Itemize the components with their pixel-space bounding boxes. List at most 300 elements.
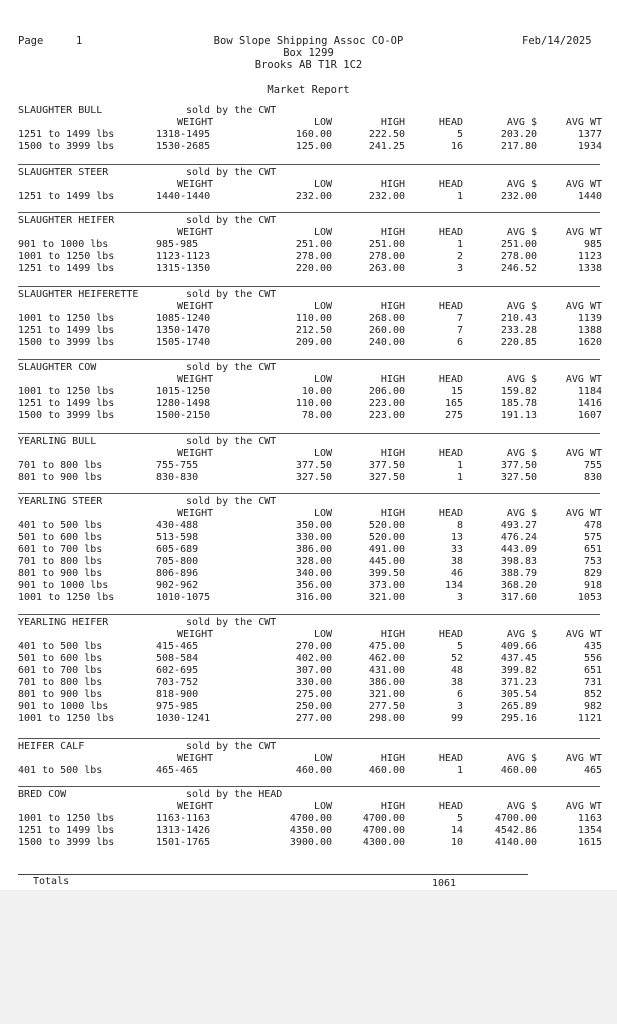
row-weight-range: 1500 to 3999 lbs [18,410,115,421]
row-head: 1 [456,472,463,483]
row-weight-span: 430-488 [156,520,199,531]
row-low: 250.00 [295,701,332,712]
row-weight-span: 1318-1495 [156,129,211,140]
row-avg-price: 4140.00 [494,837,537,848]
row-high: 260.00 [368,325,405,336]
row-weight-span: 975-985 [156,701,199,712]
row-low: 4700.00 [289,813,332,824]
row-weight-range: 1251 to 1499 lbs [18,191,115,202]
row-avg-price: 185.78 [500,398,537,409]
report-date: Feb/14/2025 [522,35,592,47]
row-avg-price: 246.52 [500,263,537,274]
row-head: 52 [450,653,463,664]
row-high: 475.00 [368,641,405,652]
row-high: 241.25 [368,141,405,152]
section-title: BRED COW [18,789,67,800]
col-head-header: HEAD [438,629,463,640]
section-sold-by: sold by the CWT [186,167,277,178]
row-head: 5 [456,129,463,140]
row-avg-price: 460.00 [500,765,537,776]
row-head: 99 [450,713,463,724]
col-head-header: HEAD [438,448,463,459]
row-head: 1 [456,765,463,776]
col-avg-price-header: AVG $ [506,301,537,312]
row-head: 6 [456,337,463,348]
row-weight-span: 985-985 [156,239,199,250]
row-high: 4300.00 [362,837,405,848]
col-high-header: HIGH [380,801,405,812]
row-weight-range: 901 to 1000 lbs [18,580,109,591]
row-avg-weight: 1354 [577,825,602,836]
col-avg-weight-header: AVG WT [565,179,602,190]
row-weight-span: 1500-2150 [156,410,211,421]
col-head-header: HEAD [438,301,463,312]
row-head: 5 [456,641,463,652]
row-high: 460.00 [368,765,405,776]
section-title: SLAUGHTER COW [18,362,97,373]
section-title: SLAUGHTER BULL [18,105,103,116]
row-head: 134 [444,580,463,591]
row-avg-price: 399.82 [500,665,537,676]
row-high: 377.50 [368,460,405,471]
row-avg-price: 232.00 [500,191,537,202]
row-avg-price: 305.54 [500,689,537,700]
page-label: Page [18,35,44,47]
row-avg-weight: 1416 [577,398,602,409]
row-weight-span: 902-962 [156,580,199,591]
col-avg-price-header: AVG $ [506,629,537,640]
section-sold-by: sold by the CWT [186,436,277,447]
row-weight-range: 1001 to 1250 lbs [18,713,115,724]
col-head-header: HEAD [438,179,463,190]
col-weight-header: WEIGHT [177,374,214,385]
row-avg-weight: 918 [583,580,602,591]
row-low: 160.00 [295,129,332,140]
row-avg-price: 368.20 [500,580,537,591]
org-name: Bow Slope Shipping Assoc CO-OP [213,35,404,47]
col-avg-weight-header: AVG WT [565,374,602,385]
section-sold-by: sold by the CWT [186,741,277,752]
col-high-header: HIGH [380,629,405,640]
row-weight-span: 1313-1426 [156,825,211,836]
col-low-header: LOW [313,508,332,519]
row-weight-span: 1530-2685 [156,141,211,152]
row-weight-range: 1251 to 1499 lbs [18,129,115,140]
row-low: 110.00 [295,313,332,324]
row-low: 251.00 [295,239,332,250]
section-title: SLAUGHTER STEER [18,167,109,178]
row-high: 321.00 [368,592,405,603]
col-low-header: LOW [313,629,332,640]
col-weight-header: WEIGHT [177,227,214,238]
row-weight-range: 1500 to 3999 lbs [18,837,115,848]
row-avg-weight: 985 [583,239,602,250]
row-weight-range: 701 to 800 lbs [18,677,103,688]
section-divider [18,164,600,165]
row-high: 431.00 [368,665,405,676]
row-weight-range: 801 to 900 lbs [18,472,103,483]
col-weight-header: WEIGHT [177,753,214,764]
col-head-header: HEAD [438,374,463,385]
row-head: 10 [450,837,463,848]
col-low-header: LOW [313,227,332,238]
row-weight-span: 1505-1740 [156,337,211,348]
section-sold-by: sold by the CWT [186,105,277,116]
row-head: 48 [450,665,463,676]
row-weight-span: 1163-1163 [156,813,211,824]
row-head: 275 [444,410,463,421]
row-avg-weight: 1934 [577,141,602,152]
col-weight-header: WEIGHT [177,629,214,640]
row-avg-price: 437.45 [500,653,537,664]
row-weight-range: 1001 to 1250 lbs [18,386,115,397]
col-head-header: HEAD [438,117,463,128]
page-number: 1 [76,35,83,47]
row-weight-range: 1001 to 1250 lbs [18,813,115,824]
row-weight-span: 806-896 [156,568,199,579]
row-avg-weight: 1338 [577,263,602,274]
col-high-header: HIGH [380,227,405,238]
col-low-header: LOW [313,179,332,190]
row-avg-price: 388.79 [500,568,537,579]
section-title: HEIFER CALF [18,741,85,752]
col-avg-price-header: AVG $ [506,801,537,812]
row-head: 165 [444,398,463,409]
row-high: 240.00 [368,337,405,348]
row-avg-price: 493.27 [500,520,537,531]
row-low: 209.00 [295,337,332,348]
row-high: 223.00 [368,410,405,421]
col-high-header: HIGH [380,508,405,519]
row-low: 232.00 [295,191,332,202]
row-high: 4700.00 [362,813,405,824]
row-head: 14 [450,825,463,836]
row-head: 5 [456,813,463,824]
row-avg-weight: 1123 [577,251,602,262]
row-avg-weight: 435 [583,641,602,652]
row-avg-price: 371.23 [500,677,537,688]
row-avg-weight: 478 [583,520,602,531]
row-high: 263.00 [368,263,405,274]
row-weight-span: 1015-1250 [156,386,211,397]
col-low-header: LOW [313,753,332,764]
row-weight-span: 602-695 [156,665,199,676]
row-high: 520.00 [368,532,405,543]
col-head-header: HEAD [438,753,463,764]
row-avg-weight: 1053 [577,592,602,603]
row-head: 46 [450,568,463,579]
section-divider [18,738,600,739]
row-low: 377.50 [295,460,332,471]
row-weight-span: 755-755 [156,460,199,471]
col-head-header: HEAD [438,801,463,812]
row-avg-price: 217.80 [500,141,537,152]
section-title: SLAUGHTER HEIFERETTE [18,289,139,300]
section-sold-by: sold by the CWT [186,496,277,507]
row-high: 462.00 [368,653,405,664]
row-head: 13 [450,532,463,543]
row-head: 2 [456,251,463,262]
col-low-header: LOW [313,801,332,812]
row-avg-price: 220.85 [500,337,537,348]
row-low: 78.00 [301,410,332,421]
row-weight-span: 513-598 [156,532,199,543]
row-weight-span: 1280-1498 [156,398,211,409]
row-high: 251.00 [368,239,405,250]
row-avg-price: 443.09 [500,544,537,555]
row-avg-weight: 651 [583,544,602,555]
row-weight-range: 801 to 900 lbs [18,568,103,579]
row-weight-range: 401 to 500 lbs [18,765,103,776]
row-avg-weight: 830 [583,472,602,483]
col-low-header: LOW [313,448,332,459]
row-low: 356.00 [295,580,332,591]
row-low: 277.00 [295,713,332,724]
row-high: 386.00 [368,677,405,688]
row-high: 321.00 [368,689,405,700]
col-low-header: LOW [313,374,332,385]
col-avg-weight-header: AVG WT [565,508,602,519]
section-sold-by: sold by the CWT [186,289,277,300]
row-weight-span: 1350-1470 [156,325,211,336]
row-head: 1 [456,239,463,250]
row-head: 1 [456,191,463,202]
col-weight-header: WEIGHT [177,448,214,459]
col-head-header: HEAD [438,508,463,519]
row-weight-range: 501 to 600 lbs [18,532,103,543]
row-avg-price: 377.50 [500,460,537,471]
row-weight-range: 901 to 1000 lbs [18,701,109,712]
row-weight-range: 1001 to 1250 lbs [18,251,115,262]
row-head: 33 [450,544,463,555]
row-avg-weight: 556 [583,653,602,664]
totals-rule [18,874,528,875]
row-avg-price: 265.89 [500,701,537,712]
col-high-header: HIGH [380,374,405,385]
row-avg-weight: 651 [583,665,602,676]
section-divider [18,286,600,287]
row-high: 399.50 [368,568,405,579]
row-avg-weight: 755 [583,460,602,471]
row-avg-weight: 1607 [577,410,602,421]
row-weight-span: 1315-1350 [156,263,211,274]
row-avg-weight: 852 [583,689,602,700]
col-avg-weight-header: AVG WT [565,117,602,128]
section-divider [18,433,600,434]
section-sold-by: sold by the HEAD [186,789,283,800]
row-low: 386.00 [295,544,332,555]
row-weight-span: 705-800 [156,556,199,567]
row-weight-span: 1010-1075 [156,592,211,603]
section-divider [18,614,600,615]
row-avg-price: 327.50 [500,472,537,483]
section-title: YEARLING STEER [18,496,103,507]
col-avg-weight-header: AVG WT [565,801,602,812]
section-divider [18,212,600,213]
row-high: 268.00 [368,313,405,324]
row-low: 275.00 [295,689,332,700]
row-avg-price: 409.66 [500,641,537,652]
col-avg-price-header: AVG $ [506,508,537,519]
row-weight-range: 401 to 500 lbs [18,520,103,531]
org-address-line2: Brooks AB T1R 1C2 [254,59,363,71]
row-weight-range: 701 to 800 lbs [18,556,103,567]
row-head: 16 [450,141,463,152]
row-head: 8 [456,520,463,531]
row-high: 223.00 [368,398,405,409]
row-avg-weight: 753 [583,556,602,567]
row-high: 4700.00 [362,825,405,836]
row-weight-range: 601 to 700 lbs [18,665,103,676]
row-avg-weight: 1615 [577,837,602,848]
col-avg-price-header: AVG $ [506,117,537,128]
col-weight-header: WEIGHT [177,301,214,312]
row-low: 125.00 [295,141,332,152]
col-weight-header: WEIGHT [177,801,214,812]
row-avg-weight: 465 [583,765,602,776]
row-low: 340.00 [295,568,332,579]
row-avg-weight: 1121 [577,713,602,724]
col-low-header: LOW [313,301,332,312]
row-low: 330.00 [295,532,332,543]
row-weight-span: 703-752 [156,677,199,688]
section-divider [18,786,600,787]
row-high: 373.00 [368,580,405,591]
col-avg-weight-header: AVG WT [565,753,602,764]
col-avg-weight-header: AVG WT [565,629,602,640]
col-avg-price-header: AVG $ [506,448,537,459]
org-address-line1: Box 1299 [283,47,334,59]
row-head: 38 [450,677,463,688]
section-divider [18,359,600,360]
totals-head-count: 1061 [432,878,457,889]
row-avg-price: 203.20 [500,129,537,140]
row-high: 222.50 [368,129,405,140]
row-head: 15 [450,386,463,397]
row-avg-weight: 1139 [577,313,602,324]
row-low: 316.00 [295,592,332,603]
row-low: 10.00 [301,386,332,397]
row-avg-weight: 1163 [577,813,602,824]
row-weight-range: 1251 to 1499 lbs [18,263,115,274]
row-weight-range: 701 to 800 lbs [18,460,103,471]
row-high: 520.00 [368,520,405,531]
row-avg-weight: 1377 [577,129,602,140]
row-low: 327.50 [295,472,332,483]
row-high: 232.00 [368,191,405,202]
row-weight-span: 1440-1440 [156,191,211,202]
section-title: YEARLING BULL [18,436,97,447]
row-head: 1 [456,460,463,471]
row-avg-weight: 1184 [577,386,602,397]
row-low: 110.00 [295,398,332,409]
col-high-header: HIGH [380,179,405,190]
row-high: 278.00 [368,251,405,262]
row-low: 330.00 [295,677,332,688]
row-avg-price: 317.60 [500,592,537,603]
col-avg-price-header: AVG $ [506,753,537,764]
col-avg-weight-header: AVG WT [565,301,602,312]
row-weight-range: 1001 to 1250 lbs [18,592,115,603]
row-low: 350.00 [295,520,332,531]
col-weight-header: WEIGHT [177,508,214,519]
row-low: 212.50 [295,325,332,336]
row-high: 206.00 [368,386,405,397]
row-avg-weight: 1388 [577,325,602,336]
row-weight-span: 605-689 [156,544,199,555]
section-sold-by: sold by the CWT [186,617,277,628]
row-head: 3 [456,592,463,603]
totals-label: Totals [33,876,70,887]
row-head: 6 [456,689,463,700]
row-avg-price: 476.24 [500,532,537,543]
row-low: 3900.00 [289,837,332,848]
row-avg-price: 251.00 [500,239,537,250]
row-avg-weight: 1440 [577,191,602,202]
row-head: 7 [456,325,463,336]
row-head: 38 [450,556,463,567]
row-weight-span: 508-584 [156,653,199,664]
row-avg-price: 4542.86 [494,825,537,836]
row-avg-price: 295.16 [500,713,537,724]
col-weight-header: WEIGHT [177,179,214,190]
row-avg-price: 210.43 [500,313,537,324]
col-weight-header: WEIGHT [177,117,214,128]
col-avg-price-header: AVG $ [506,179,537,190]
row-weight-range: 1251 to 1499 lbs [18,825,115,836]
row-weight-range: 1251 to 1499 lbs [18,325,115,336]
col-low-header: LOW [313,117,332,128]
scan-margin [0,890,617,1024]
row-high: 445.00 [368,556,405,567]
row-avg-price: 233.28 [500,325,537,336]
row-weight-range: 901 to 1000 lbs [18,239,109,250]
row-low: 4350.00 [289,825,332,836]
row-weight-range: 401 to 500 lbs [18,641,103,652]
report-title: Market Report [267,84,350,96]
col-high-header: HIGH [380,448,405,459]
row-avg-weight: 982 [583,701,602,712]
col-head-header: HEAD [438,227,463,238]
row-high: 277.50 [368,701,405,712]
section-sold-by: sold by the CWT [186,362,277,373]
row-head: 7 [456,313,463,324]
row-weight-span: 1085-1240 [156,313,211,324]
row-weight-span: 415-465 [156,641,199,652]
col-avg-weight-header: AVG WT [565,448,602,459]
col-avg-weight-header: AVG WT [565,227,602,238]
section-title: SLAUGHTER HEIFER [18,215,115,226]
row-weight-range: 1500 to 3999 lbs [18,337,115,348]
row-avg-price: 398.83 [500,556,537,567]
row-weight-range: 801 to 900 lbs [18,689,103,700]
row-low: 270.00 [295,641,332,652]
row-avg-weight: 575 [583,532,602,543]
row-weight-span: 830-830 [156,472,199,483]
row-weight-span: 818-900 [156,689,199,700]
row-weight-range: 1251 to 1499 lbs [18,398,115,409]
row-low: 402.00 [295,653,332,664]
section-divider [18,493,600,494]
row-low: 278.00 [295,251,332,262]
row-high: 298.00 [368,713,405,724]
row-head: 3 [456,701,463,712]
row-weight-span: 1123-1123 [156,251,211,262]
row-weight-span: 465-465 [156,765,199,776]
row-avg-price: 278.00 [500,251,537,262]
row-weight-span: 1501-1765 [156,837,211,848]
row-weight-span: 1030-1241 [156,713,211,724]
